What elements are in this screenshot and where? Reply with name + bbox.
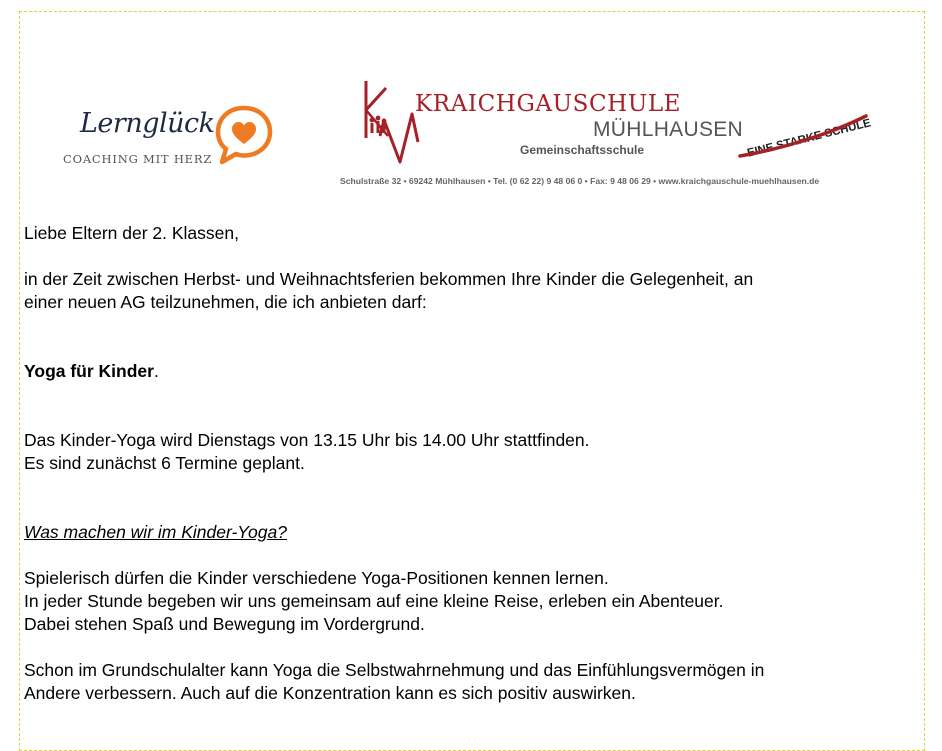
course-name-suffix: . (153, 361, 159, 381)
para1-line-2: In jeder Stunde begeben wir uns gemeinsam auf eine kleine Reise, erleben ein Abenteuer. (24, 591, 724, 611)
salutation: Liebe Eltern der 2. Klassen, (24, 223, 239, 243)
course-name-line (24, 360, 919, 383)
school-location: MÜHLHAUSEN (593, 118, 744, 141)
heart-speech-bubble-icon (212, 103, 276, 167)
para1-line-1: Spielerisch dürfen die Kinder verschiedene Yoga-Positionen kennen lernen. (24, 568, 609, 588)
para2-line-2: Andere verbessern. Auch auf die Konzentration kann es sich positiv auswirken. (24, 683, 636, 703)
letterhead (0, 0, 942, 200)
lernglueck-logo-script: Lernglück (80, 108, 215, 139)
slogan-badge (736, 100, 876, 160)
para2-line-1: Schon im Grundschulalter kann Yoga die Selbstwahrnehmung und das Einfühlungsvermögen in (24, 660, 765, 680)
lernglueck-logo (62, 100, 292, 180)
schedule-line-1: Das Kinder-Yoga wird Dienstags von 13.15 Uhr bis 14.00 Uhr stattfinden. (24, 430, 590, 450)
intro-line-2: einer neuen AG teilzunehmen, die ich anbieten darf: (24, 292, 427, 312)
schedule-line-2: Es sind zunächst 6 Termine geplant. (24, 453, 305, 473)
section-heading: Was machen wir im Kinder-Yoga? (24, 522, 287, 542)
course-name: Yoga für Kinder (24, 361, 154, 381)
kraichgauschule-logo (340, 78, 890, 190)
letter-body (24, 222, 919, 705)
slogan-text: EINE STARKE SCHULE (746, 117, 873, 160)
school-type: Gemeinschaftsschule (520, 143, 645, 157)
school-name: KRAICHGAUSCHULE (415, 91, 682, 117)
school-address-line: Schulstraße 32 • 69242 Mühlhausen • Tel. (0 62 22) 9 48 06 0 • Fax: 9 48 06 29 • www.kraichgauschule-muehlhausen.de (340, 176, 820, 186)
intro-line-1: in der Zeit zwischen Herbst- und Weihnachtsferien bekommen Ihre Kinder die Gelegenheit, an (24, 269, 754, 289)
lernglueck-logo-subtitle: COACHING MIT HERZ (63, 152, 213, 166)
para1-line-3: Dabei stehen Spaß und Bewegung im Vordergrund. (24, 614, 425, 634)
